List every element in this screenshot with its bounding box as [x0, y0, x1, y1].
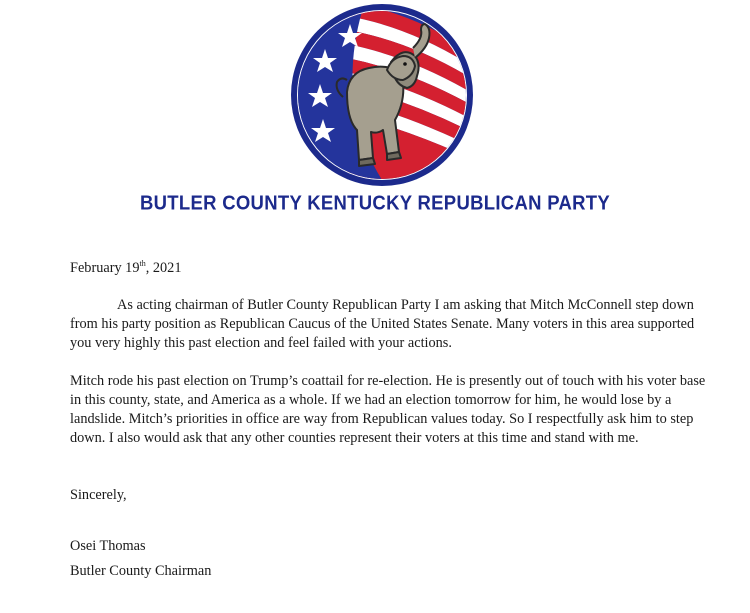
letter-paragraph-1: As acting chairman of Butler County Republican Party I am asking that Mitch McConnell step down from his party position as Republican Caucus of the United States Senate. Many voters in this area supported you very highly this past election and feel failed with your actions. — [70, 297, 695, 351]
signer-name: Osei Thomas — [70, 538, 146, 554]
republican-elephant-logo — [287, 2, 477, 188]
signer-title: Butler County Chairman — [70, 563, 212, 579]
party-name-heading: BUTLER COUNTY KENTUCKY REPUBLICAN PARTY — [139, 190, 611, 215]
date-year: , 2021 — [145, 260, 182, 276]
letter-closing: Sincerely, — [70, 487, 127, 503]
letter-paragraph-2: Mitch rode his past election on Trump’s coattail for re-election. He is presently out of touch with his voter base in this county, state, and America as a whole. If we had an election tomorrow for him, he would lose by a landslide. Mitch’s priorities in office are way from Republican values today. So I respectfully ask him to step down. I also would ask that any other counties represent their voters at this time and stand with me. — [70, 373, 706, 446]
date-ordinal: th — [139, 259, 146, 269]
date-text: February 19 — [70, 260, 140, 276]
letter-date — [70, 259, 710, 278]
